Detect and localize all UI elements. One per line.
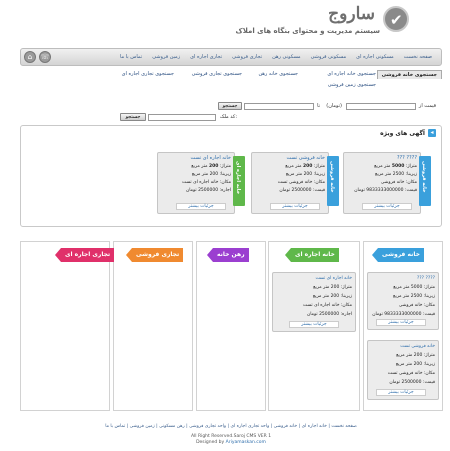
card-base: زیربنا: 2500 متر مربع [375,172,417,177]
nav-residential-mortgage[interactable]: مسکونی رهن [272,54,301,60]
property-code-input[interactable] [148,114,216,121]
search-button[interactable]: جستجو [218,102,242,110]
featured-card[interactable] [251,152,329,214]
price-to-input[interactable] [244,103,314,110]
to-label: تا [317,103,320,109]
card-place: مکان: خانه اجاره ای تست [181,180,231,185]
nav-land-sale[interactable]: زمین فروشی [152,54,181,60]
nav-home[interactable]: صفحه نخست [403,54,432,60]
tab-land-sale[interactable]: جستجوی زمین فروشی [327,82,376,88]
home-icon[interactable]: ⌂ [24,51,36,63]
card-price: اجاره: 2500000 تومان [185,188,231,193]
card-title[interactable]: خانه اجاره ای تست [190,155,231,161]
ribbon-house-sale: خانه فروشی [419,156,431,206]
featured-ads [20,125,442,227]
more-details-button[interactable]: جزئیات بیشتر [376,389,426,396]
contact-icon[interactable]: ☏ [40,53,50,61]
card-title[interactable]: خانه فروشی تست [286,155,325,161]
card-title[interactable]: ??? ???? [396,155,417,161]
price-from-input[interactable] [346,103,416,110]
ribbon-house-sale: خانه فروشی [327,156,339,206]
footer-designer [20,440,442,445]
card-price: قیمت: 9833333000000 تومان [354,188,417,193]
logo-subtitle: سیستم مدیریت و محتوای بنگاه های املاک [235,27,380,35]
list-item[interactable]: ??? ???? متراژ: 5000 متر مربع زیربنا: 2500 متر مربع مکان: خانه فروشی قیمت: 9833333000000 تومان جزئیات بیشتر [367,272,439,330]
nav-commercial-sale[interactable]: تجاری فروشی [232,54,263,60]
header [0,0,450,45]
property-code-label: کد ملک: [219,114,237,120]
main-navbar [20,48,442,66]
card-place: مکان: خانه فروشی [380,180,417,185]
designed-by-label: Designed by [196,440,225,445]
card-area: متراژ: 200 متر مربع [191,164,231,169]
designer-link[interactable]: Ariyamaskan.com [225,440,266,445]
column-tag-commercial-sale[interactable]: تجاری فروشی [132,248,183,262]
list-item[interactable]: خانه اجاره ای تست متراژ: 200 متر مربع زیربنا: 200 متر مربع مکان: خانه اجاره ای تست اجاره: 2500000 تومان جزئیات بیشتر [272,272,356,332]
nav-commercial-rent[interactable]: تجاری اجاره ای [190,54,223,60]
card-area: متراژ: 5000 متر مربع [374,164,417,169]
column-commercial-sale [113,241,193,411]
column-tag-mortgage[interactable]: رهن خانه [213,248,249,262]
arrow-left-icon: ◂ [428,129,436,137]
featured-card[interactable] [157,152,235,214]
logo-check-icon: ✔ [383,6,409,32]
list-item[interactable]: خانه فروشی تست متراژ: 200 متر مربع زیربنا: 200 متر مربع مکان: خانه فروشی تست قیمت: 2500000 تومان جزئیات بیشتر [367,340,439,400]
card-base: زیربنا: 200 متر مربع [285,172,325,177]
column-tag-commercial-rent[interactable]: تجاری اجاره ای [61,248,114,262]
toman-label: (تومان) [326,103,342,109]
ribbon-house-rent: خانه اجاره ای [233,156,245,206]
column-mortgage [196,241,266,411]
search-button-2[interactable]: جستجو [120,113,146,121]
more-details-button[interactable]: جزئیات بیشتر [362,203,412,210]
more-details-button[interactable]: جزئیات بیشتر [289,321,339,328]
tab-commercial-sale[interactable]: جستجوی تجاری فروشی [191,71,242,77]
column-tag-house-sale[interactable]: خانه فروشی [378,248,424,262]
tab-house-rent[interactable]: جستجوی خانه اجاره ای [327,71,376,77]
card-base: زیربنا: 200 متر مربع [191,172,231,177]
tab-house-mortgage[interactable]: جستجوی خانه رهن [258,71,298,77]
search-form [20,95,442,121]
logo-title: ساروج [328,4,375,24]
nav-contact[interactable]: تماس با ما [119,54,143,60]
card-area: متراژ: 200 متر مربع [285,164,325,169]
card-price: قیمت: 2500000 تومان [279,188,325,193]
card-place: مکان: خانه فروشی تست [277,180,325,185]
footer-copyright: All Right Reserved.Saroj CMS VER 1 [190,434,272,439]
nav-residential-rent[interactable]: مسکونی اجاره ای [356,54,394,60]
more-details-button[interactable]: جزئیات بیشتر [376,319,426,326]
more-details-button[interactable]: جزئیات بیشتر [270,203,320,210]
featured-card[interactable] [343,152,421,214]
more-details-button[interactable]: جزئیات بیشتر [176,203,226,210]
tab-commercial-rent[interactable]: جستجوی تجاری اجاره ای [121,71,174,77]
column-commercial-rent [20,241,110,411]
featured-title: ◂ آگهی های ویژه [380,129,436,137]
footer-links[interactable]: صفحه نخست | خانه اجاره ای | خانه فروشی | واحد تجاری اجاره ای | واحد تجاری فروشی | رهن مسکونی | زمین فروشی | تماس با ما [105,424,357,429]
price-from-label: قیمت از [418,103,436,109]
search-tabs [20,70,442,92]
column-tag-house-rent[interactable]: خانه اجاره ای [291,248,339,262]
tab-house-sale[interactable]: جستجوی خانه فروشی [377,70,442,79]
nav-residential-sale[interactable]: مسکونی فروشی [310,54,347,60]
